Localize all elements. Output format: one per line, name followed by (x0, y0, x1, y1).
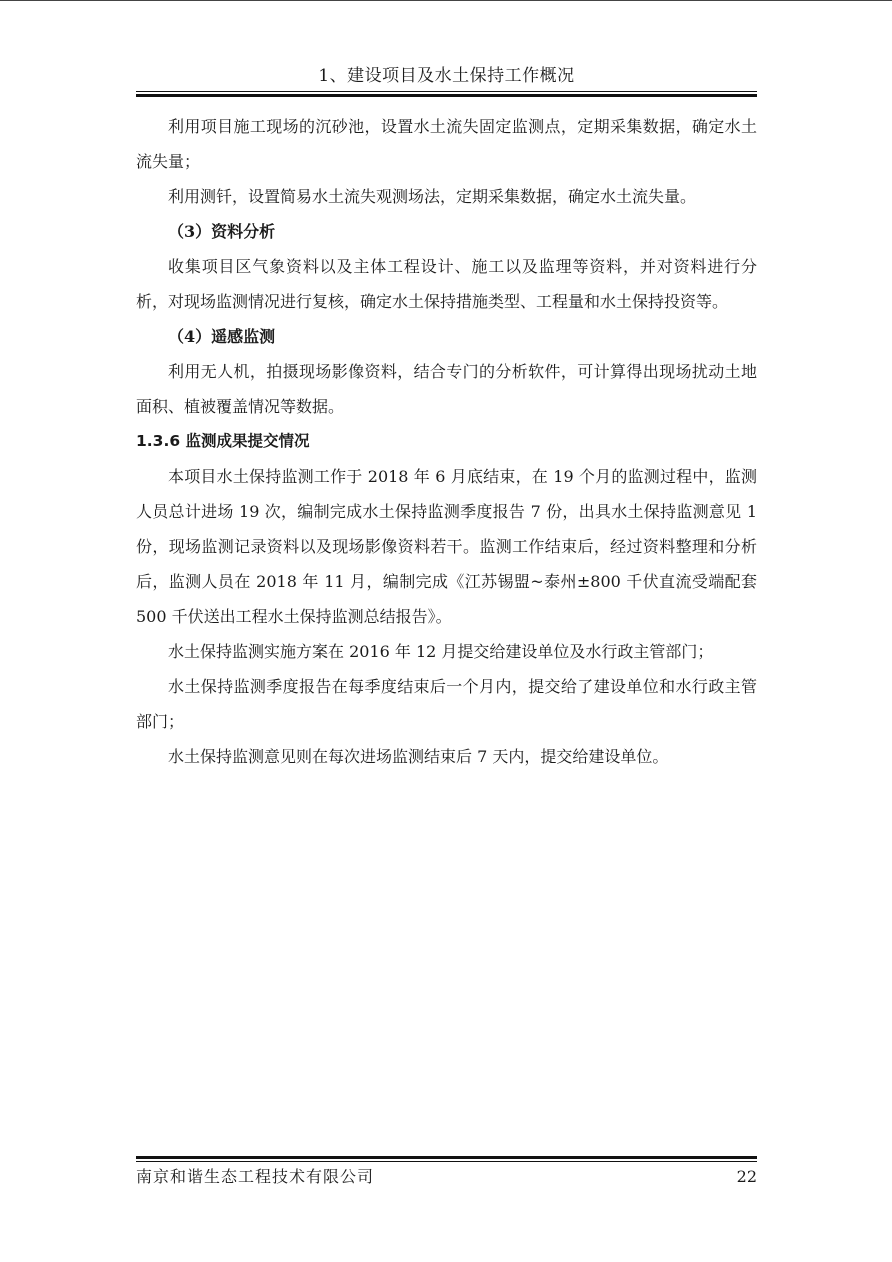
footer-rule-thick (136, 1156, 757, 1159)
header-rule-thin (136, 91, 757, 92)
section-heading: 1.3.6 监测成果提交情况 (136, 432, 310, 450)
running-header-title: 1、建设项目及水土保持工作概况 (318, 66, 575, 86)
paragraph: 利用项目施工现场的沉砂池，设置水土流失固定监测点，定期采集数据，确定水土流失量； (136, 117, 757, 171)
paragraph: 水土保持监测季度报告在每季度结束后一个月内，提交给了建设单位和水行政主管部门； (136, 677, 757, 731)
subsection-title: （3）资料分析 (168, 222, 276, 241)
header-rule-thick (136, 94, 757, 97)
subsection-title: （4）遥感监测 (168, 327, 276, 346)
page-number: 22 (736, 1167, 757, 1186)
paragraph: 收集项目区气象资料以及主体工程设计、施工以及监理等资料，并对资料进行分析，对现场监测情况进行复核，确定水土保持措施类型、工程量和水土保持投资等。 (136, 257, 757, 311)
paragraph: 利用无人机，拍摄现场影像资料，结合专门的分析软件，可计算得出现场扰动土地面积、植被覆盖情况等数据。 (136, 362, 757, 416)
footer-rule-thin (136, 1161, 757, 1162)
paragraph: 水土保持监测意见则在每次进场监测结束后 7 天内，提交给建设单位。 (168, 747, 669, 766)
document-body (136, 109, 757, 774)
paragraph: 利用测钎，设置简易水土流失观测场法，定期采集数据，确定水土流失量。 (168, 187, 697, 206)
paragraph: 本项目水土保持监测工作于 2018 年 6 月底结束，在 19 个月的监测过程中，监测人员总计进场 19 次，编制完成水土保持监测季度报告 7 份，出具水土保持监测意见 1 份，现场监测记录资料以及现场影像资料若干。监测工作结束后，经过资料整理和分析后，监测人员在 2018 年 11 月，编制完成《江苏锡盟~泰州±800 千伏直流受端配套 500 千伏送出工程水土保持监测总结报告》。 (136, 467, 757, 626)
page-top-border (0, 0, 892, 1)
paragraph: 水土保持监测实施方案在 2016 年 12 月提交给建设单位及水行政主管部门； (168, 642, 714, 661)
footer-company-name: 南京和谐生态工程技术有限公司 (136, 1167, 375, 1186)
